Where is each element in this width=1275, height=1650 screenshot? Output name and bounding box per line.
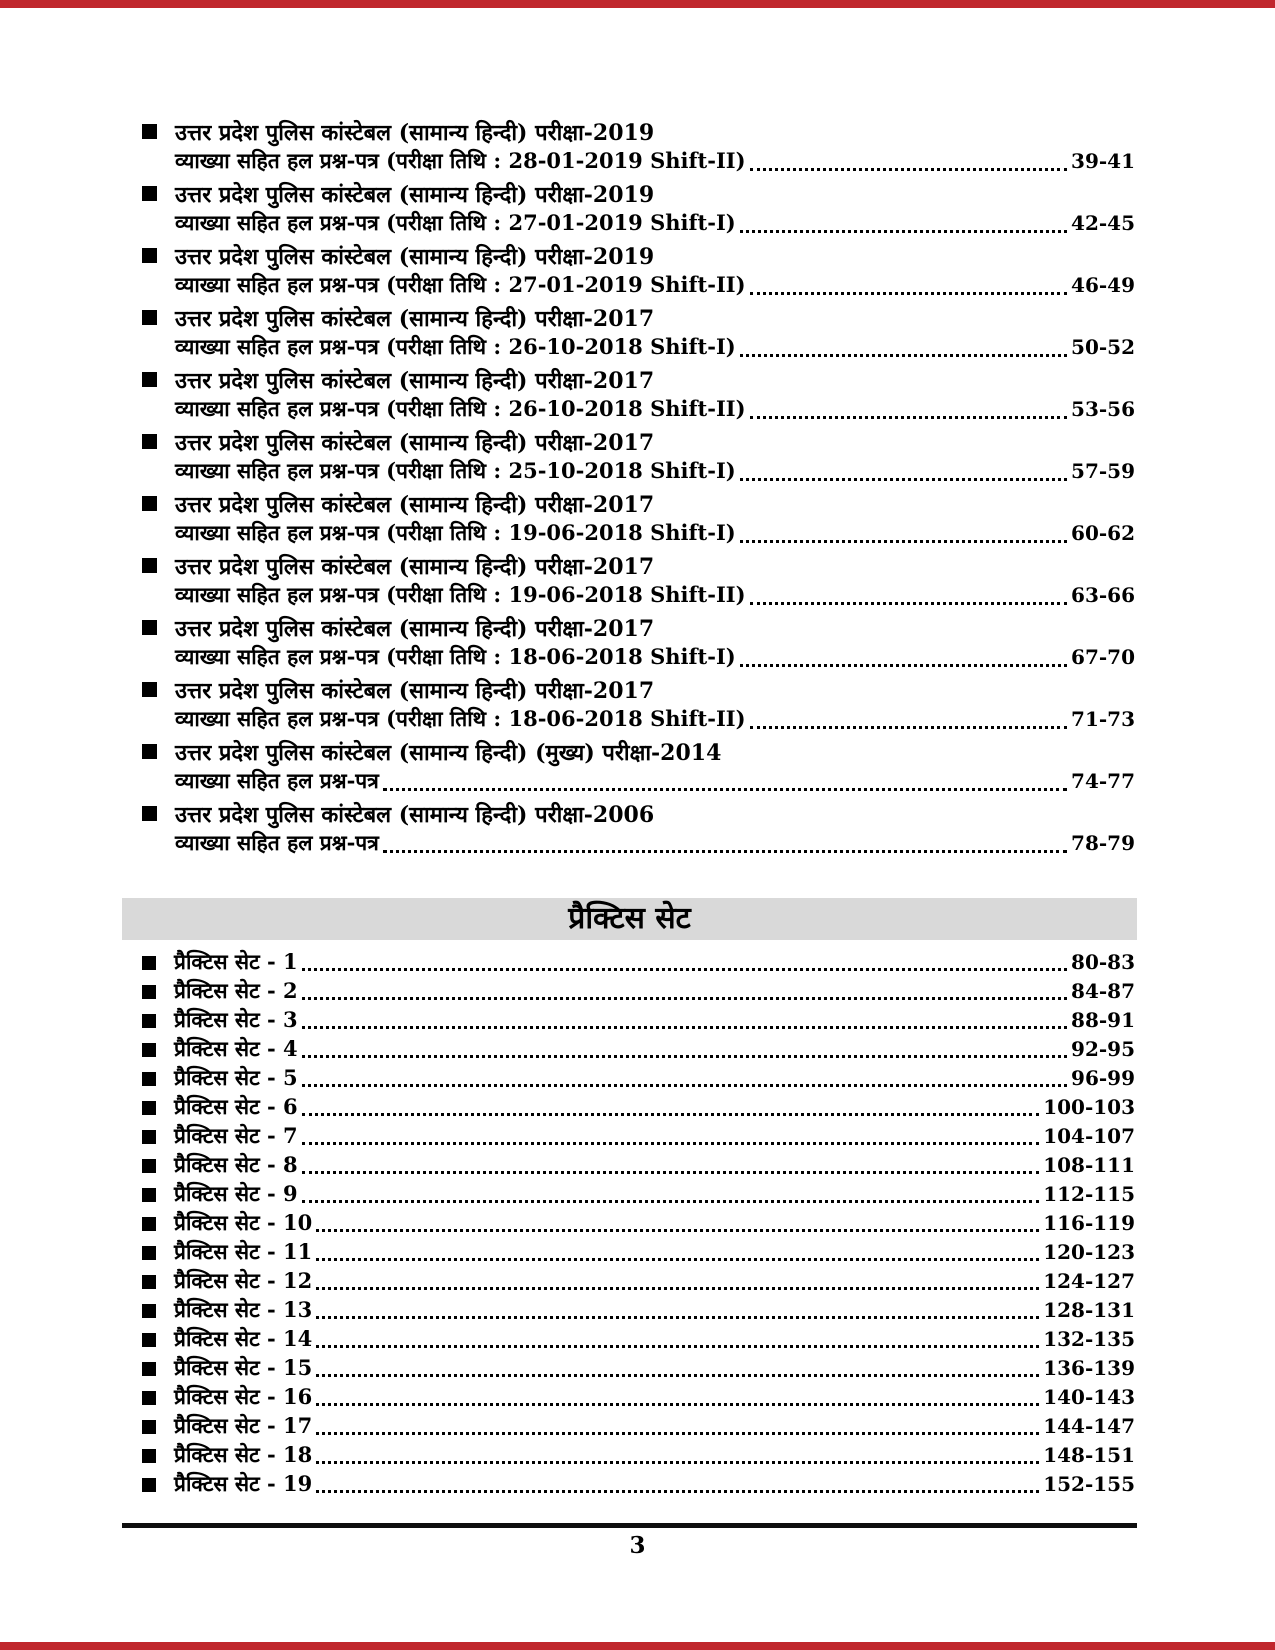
bullet-square-icon (142, 1275, 156, 1289)
bullet-square-icon (142, 1304, 156, 1318)
bullet-square-icon (142, 1014, 156, 1028)
toc-entry-subtitle-row (142, 581, 1135, 612)
dot-leader (740, 478, 1067, 481)
bullet-square-icon (142, 372, 157, 387)
bullet-square-icon (142, 1072, 156, 1086)
toc-entry-page-range: 39-41 (1071, 149, 1135, 173)
bullet-square-icon (142, 1391, 156, 1405)
toc-entry-subtitle: व्याख्या सहित हल प्रश्न-पत्र (परीक्षा तिथि : 28-01-2019 Shift-II) (175, 148, 746, 173)
practice-set-row (142, 948, 1135, 977)
practice-set-label: प्रैक्टिस सेट - 14 (174, 1326, 313, 1351)
dot-leader (302, 1026, 1067, 1029)
bullet-square-icon (142, 1159, 156, 1173)
toc-entry-title: उत्तर प्रदेश पुलिस कांस्टेबल (सामान्य हिन्दी) परीक्षा-2017 (175, 367, 655, 394)
practice-set-label: प्रैक्टिस सेट - 3 (174, 1007, 298, 1032)
dot-leader (302, 1055, 1067, 1058)
toc-entry-subtitle: व्याख्या सहित हल प्रश्न-पत्र (परीक्षा तिथि : 27-01-2019 Shift-I) (175, 210, 736, 235)
practice-set-label: प्रैक्टिस सेट - 11 (174, 1239, 313, 1264)
bullet-square-icon (142, 956, 156, 970)
dot-leader (740, 540, 1067, 543)
dot-leader (302, 997, 1067, 1000)
bullet-square-icon (142, 806, 157, 821)
practice-set-label: प्रैक्टिस सेट - 16 (174, 1384, 313, 1409)
dot-leader (316, 1432, 1039, 1435)
dot-leader (383, 850, 1067, 853)
toc-entry-title: उत्तर प्रदेश पुलिस कांस्टेबल (सामान्य हिन्दी) (मुख्य) परीक्षा-2014 (175, 739, 722, 766)
bullet-square-icon (142, 682, 157, 697)
toc-entry (142, 302, 1135, 364)
practice-set-label: प्रैक्टिस सेट - 2 (174, 978, 298, 1003)
toc-entry-title: उत्तर प्रदेश पुलिस कांस्टेबल (सामान्य हिन्दी) परीक्षा-2017 (175, 553, 655, 580)
dot-leader (302, 1142, 1040, 1145)
practice-set-row (142, 1209, 1135, 1238)
toc-entry (142, 736, 1135, 798)
practice-set-page-range: 144-147 (1043, 1414, 1135, 1438)
practice-set-page-range: 108-111 (1043, 1153, 1135, 1177)
dot-leader (316, 1316, 1039, 1319)
toc-entry (142, 116, 1135, 178)
footer-rule (122, 1523, 1137, 1528)
toc-entry-title: उत्तर प्रदेश पुलिस कांस्टेबल (सामान्य हिन्दी) परीक्षा-2019 (175, 243, 655, 270)
toc-entry-subtitle: व्याख्या सहित हल प्रश्न-पत्र (परीक्षा तिथि : 18-06-2018 Shift-I) (175, 644, 736, 669)
toc-entry-title: उत्तर प्रदेश पुलिस कांस्टेबल (सामान्य हिन्दी) परीक्षा-2017 (175, 305, 655, 332)
practice-set-label: प्रैक्टिस सेट - 17 (174, 1413, 313, 1438)
dot-leader (750, 602, 1067, 605)
toc-entry (142, 426, 1135, 488)
toc-entry-subtitle: व्याख्या सहित हल प्रश्न-पत्र (परीक्षा तिथि : 25-10-2018 Shift-I) (175, 458, 736, 483)
toc-entry-subtitle: व्याख्या सहित हल प्रश्न-पत्र (परीक्षा तिथि : 26-10-2018 Shift-II) (175, 396, 746, 421)
bullet-square-icon (142, 1333, 156, 1347)
toc-entry-subtitle-row (142, 209, 1135, 240)
toc-entry-page-range: 46-49 (1071, 273, 1135, 297)
bullet-square-icon (142, 985, 156, 999)
toc-entry-page-range: 60-62 (1071, 521, 1135, 545)
dot-leader (302, 1113, 1040, 1116)
practice-set-label: प्रैक्टिस सेट - 9 (174, 1181, 298, 1206)
toc-entry-title-row (142, 116, 1135, 147)
toc-entry-page-range: 78-79 (1071, 831, 1135, 855)
toc-entry-title-row (142, 612, 1135, 643)
toc-entry-title: उत्तर प्रदेश पुलिस कांस्टेबल (सामान्य हिन्दी) परीक्षा-2017 (175, 491, 655, 518)
practice-set-label: प्रैक्टिस सेट - 12 (174, 1268, 313, 1293)
practice-set-label: प्रैक्टिस सेट - 18 (174, 1442, 313, 1467)
dot-leader (316, 1258, 1039, 1261)
practice-set-row (142, 1441, 1135, 1470)
toc-entry (142, 798, 1135, 860)
toc-entry-title-row (142, 798, 1135, 829)
dot-leader (740, 230, 1067, 233)
bullet-square-icon (142, 1246, 156, 1260)
practice-set-page-range: 120-123 (1043, 1240, 1135, 1264)
toc-entry-subtitle: व्याख्या सहित हल प्रश्न-पत्र (परीक्षा तिथि : 27-01-2019 Shift-II) (175, 272, 746, 297)
practice-set-page-range: 96-99 (1071, 1066, 1135, 1090)
dot-leader (316, 1461, 1039, 1464)
toc-entry (142, 612, 1135, 674)
toc-entry-subtitle: व्याख्या सहित हल प्रश्न-पत्र (175, 768, 379, 793)
toc-entry-page-range: 42-45 (1071, 211, 1135, 235)
exam-papers-toc-list (142, 116, 1135, 860)
toc-entry-title-row (142, 674, 1135, 705)
practice-set-page-range: 152-155 (1043, 1472, 1135, 1496)
toc-entry-title-row (142, 736, 1135, 767)
dot-leader (383, 788, 1067, 791)
practice-set-page-range: 104-107 (1043, 1124, 1135, 1148)
practice-set-page-range: 124-127 (1043, 1269, 1135, 1293)
toc-entry-subtitle: व्याख्या सहित हल प्रश्न-पत्र (परीक्षा तिथि : 19-06-2018 Shift-II) (175, 582, 746, 607)
toc-entry-subtitle-row (142, 333, 1135, 364)
toc-entry-subtitle: व्याख्या सहित हल प्रश्न-पत्र (175, 830, 379, 855)
toc-entry-subtitle-row (142, 643, 1135, 674)
bullet-square-icon (142, 496, 157, 511)
bullet-square-icon (142, 1478, 156, 1492)
practice-section-title: प्रैक्टिस सेट (568, 901, 691, 936)
practice-set-row (142, 1035, 1135, 1064)
toc-entry-subtitle: व्याख्या सहित हल प्रश्न-पत्र (परीक्षा तिथि : 19-06-2018 Shift-I) (175, 520, 736, 545)
practice-set-row (142, 1151, 1135, 1180)
dot-leader (740, 354, 1067, 357)
bullet-square-icon (142, 1362, 156, 1376)
bullet-square-icon (142, 248, 157, 263)
bullet-square-icon (142, 1217, 156, 1231)
bullet-square-icon (142, 1043, 156, 1057)
practice-set-page-range: 140-143 (1043, 1385, 1135, 1409)
toc-entry-title: उत्तर प्रदेश पुलिस कांस्टेबल (सामान्य हिन्दी) परीक्षा-2019 (175, 181, 655, 208)
practice-set-row (142, 1267, 1135, 1296)
dot-leader (316, 1345, 1039, 1348)
bullet-square-icon (142, 124, 157, 139)
practice-set-page-range: 128-131 (1043, 1298, 1135, 1322)
practice-set-page-range: 148-151 (1043, 1443, 1135, 1467)
practice-set-label: प्रैक्टिस सेट - 7 (174, 1123, 298, 1148)
dot-leader (750, 168, 1067, 171)
practice-set-label: प्रैक्टिस सेट - 8 (174, 1152, 298, 1177)
page-number: 3 (629, 1532, 646, 1559)
toc-entry-subtitle: व्याख्या सहित हल प्रश्न-पत्र (परीक्षा तिथि : 18-06-2018 Shift-II) (175, 706, 746, 731)
toc-entry-page-range: 74-77 (1071, 769, 1135, 793)
practice-set-label: प्रैक्टिस सेट - 19 (174, 1471, 313, 1496)
dot-leader (302, 1171, 1040, 1174)
toc-entry-title: उत्तर प्रदेश पुलिस कांस्टेबल (सामान्य हिन्दी) परीक्षा-2006 (175, 801, 655, 828)
toc-entry-title: उत्तर प्रदेश पुलिस कांस्टेबल (सामान्य हिन्दी) परीक्षा-2017 (175, 615, 655, 642)
practice-set-page-range: 100-103 (1043, 1095, 1135, 1119)
toc-entry-title: उत्तर प्रदेश पुलिस कांस्टेबल (सामान्य हिन्दी) परीक्षा-2017 (175, 677, 655, 704)
toc-entry (142, 364, 1135, 426)
practice-set-page-range: 112-115 (1043, 1182, 1135, 1206)
toc-entry-subtitle-row (142, 395, 1135, 426)
toc-entry (142, 488, 1135, 550)
toc-entry-page-range: 50-52 (1071, 335, 1135, 359)
toc-entry-title-row (142, 240, 1135, 271)
toc-entry-page-range: 63-66 (1071, 583, 1135, 607)
practice-set-row (142, 1122, 1135, 1151)
practice-set-row (142, 1325, 1135, 1354)
practice-set-row (142, 1296, 1135, 1325)
practice-set-row (142, 1470, 1135, 1499)
toc-entry-subtitle-row (142, 519, 1135, 550)
bullet-square-icon (142, 1101, 156, 1115)
toc-entry-page-range: 67-70 (1071, 645, 1135, 669)
dot-leader (740, 664, 1067, 667)
toc-entry-subtitle: व्याख्या सहित हल प्रश्न-पत्र (परीक्षा तिथि : 26-10-2018 Shift-I) (175, 334, 736, 359)
toc-entry-title-row (142, 178, 1135, 209)
toc-entry-subtitle-row (142, 705, 1135, 736)
toc-entry-title: उत्तर प्रदेश पुलिस कांस्टेबल (सामान्य हिन्दी) परीक्षा-2019 (175, 119, 655, 146)
practice-set-label: प्रैक्टिस सेट - 10 (174, 1210, 313, 1235)
practice-set-label: प्रैक्टिस सेट - 13 (174, 1297, 313, 1322)
toc-entry-title-row (142, 302, 1135, 333)
bullet-square-icon (142, 1188, 156, 1202)
practice-set-row (142, 1383, 1135, 1412)
practice-set-row (142, 1064, 1135, 1093)
dot-leader (750, 416, 1067, 419)
practice-set-page-range: 80-83 (1071, 950, 1135, 974)
practice-set-label: प्रैक्टिस सेट - 4 (174, 1036, 298, 1061)
toc-entry-title-row (142, 426, 1135, 457)
bullet-square-icon (142, 620, 157, 635)
dot-leader (316, 1287, 1039, 1290)
toc-entry-title-row (142, 364, 1135, 395)
practice-sets-toc-list (142, 948, 1135, 1499)
toc-entry-title-row (142, 488, 1135, 519)
practice-set-row (142, 1093, 1135, 1122)
toc-entry-page-range: 53-56 (1071, 397, 1135, 421)
toc-entry-page-range: 71-73 (1071, 707, 1135, 731)
bottom-accent-bar (0, 1642, 1275, 1650)
practice-set-page-range: 88-91 (1071, 1008, 1135, 1032)
practice-set-page-range: 84-87 (1071, 979, 1135, 1003)
toc-entry (142, 178, 1135, 240)
practice-set-page-range: 132-135 (1043, 1327, 1135, 1351)
practice-set-label: प्रैक्टिस सेट - 15 (174, 1355, 313, 1380)
dot-leader (316, 1229, 1039, 1232)
dot-leader (316, 1403, 1039, 1406)
bullet-square-icon (142, 434, 157, 449)
toc-entry-subtitle-row (142, 829, 1135, 860)
practice-section-header (122, 898, 1137, 940)
bullet-square-icon (142, 1130, 156, 1144)
dot-leader (750, 726, 1067, 729)
bullet-square-icon (142, 744, 157, 759)
practice-set-row (142, 977, 1135, 1006)
bullet-square-icon (142, 186, 157, 201)
practice-set-row (142, 1006, 1135, 1035)
bullet-square-icon (142, 558, 157, 573)
toc-entry-title: उत्तर प्रदेश पुलिस कांस्टेबल (सामान्य हिन्दी) परीक्षा-2017 (175, 429, 655, 456)
practice-set-page-range: 116-119 (1043, 1211, 1135, 1235)
toc-entry-title-row (142, 550, 1135, 581)
toc-entry (142, 240, 1135, 302)
toc-entry-page-range: 57-59 (1071, 459, 1135, 483)
practice-set-label: प्रैक्टिस सेट - 5 (174, 1065, 298, 1090)
toc-entry (142, 550, 1135, 612)
practice-set-label: प्रैक्टिस सेट - 1 (174, 949, 298, 974)
dot-leader (302, 968, 1067, 971)
bullet-square-icon (142, 310, 157, 325)
toc-entry-subtitle-row (142, 271, 1135, 302)
practice-set-row (142, 1412, 1135, 1441)
toc-entry-subtitle-row (142, 457, 1135, 488)
toc-entry-subtitle-row (142, 767, 1135, 798)
practice-set-row (142, 1180, 1135, 1209)
top-accent-bar (0, 0, 1275, 8)
bullet-square-icon (142, 1449, 156, 1463)
dot-leader (302, 1200, 1040, 1203)
toc-entry-subtitle-row (142, 147, 1135, 178)
practice-set-page-range: 136-139 (1043, 1356, 1135, 1380)
practice-set-row (142, 1354, 1135, 1383)
dot-leader (750, 292, 1067, 295)
practice-set-label: प्रैक्टिस सेट - 6 (174, 1094, 298, 1119)
practice-set-row (142, 1238, 1135, 1267)
dot-leader (302, 1084, 1067, 1087)
practice-set-page-range: 92-95 (1071, 1037, 1135, 1061)
toc-entry (142, 674, 1135, 736)
bullet-square-icon (142, 1420, 156, 1434)
dot-leader (316, 1490, 1039, 1493)
dot-leader (316, 1374, 1039, 1377)
